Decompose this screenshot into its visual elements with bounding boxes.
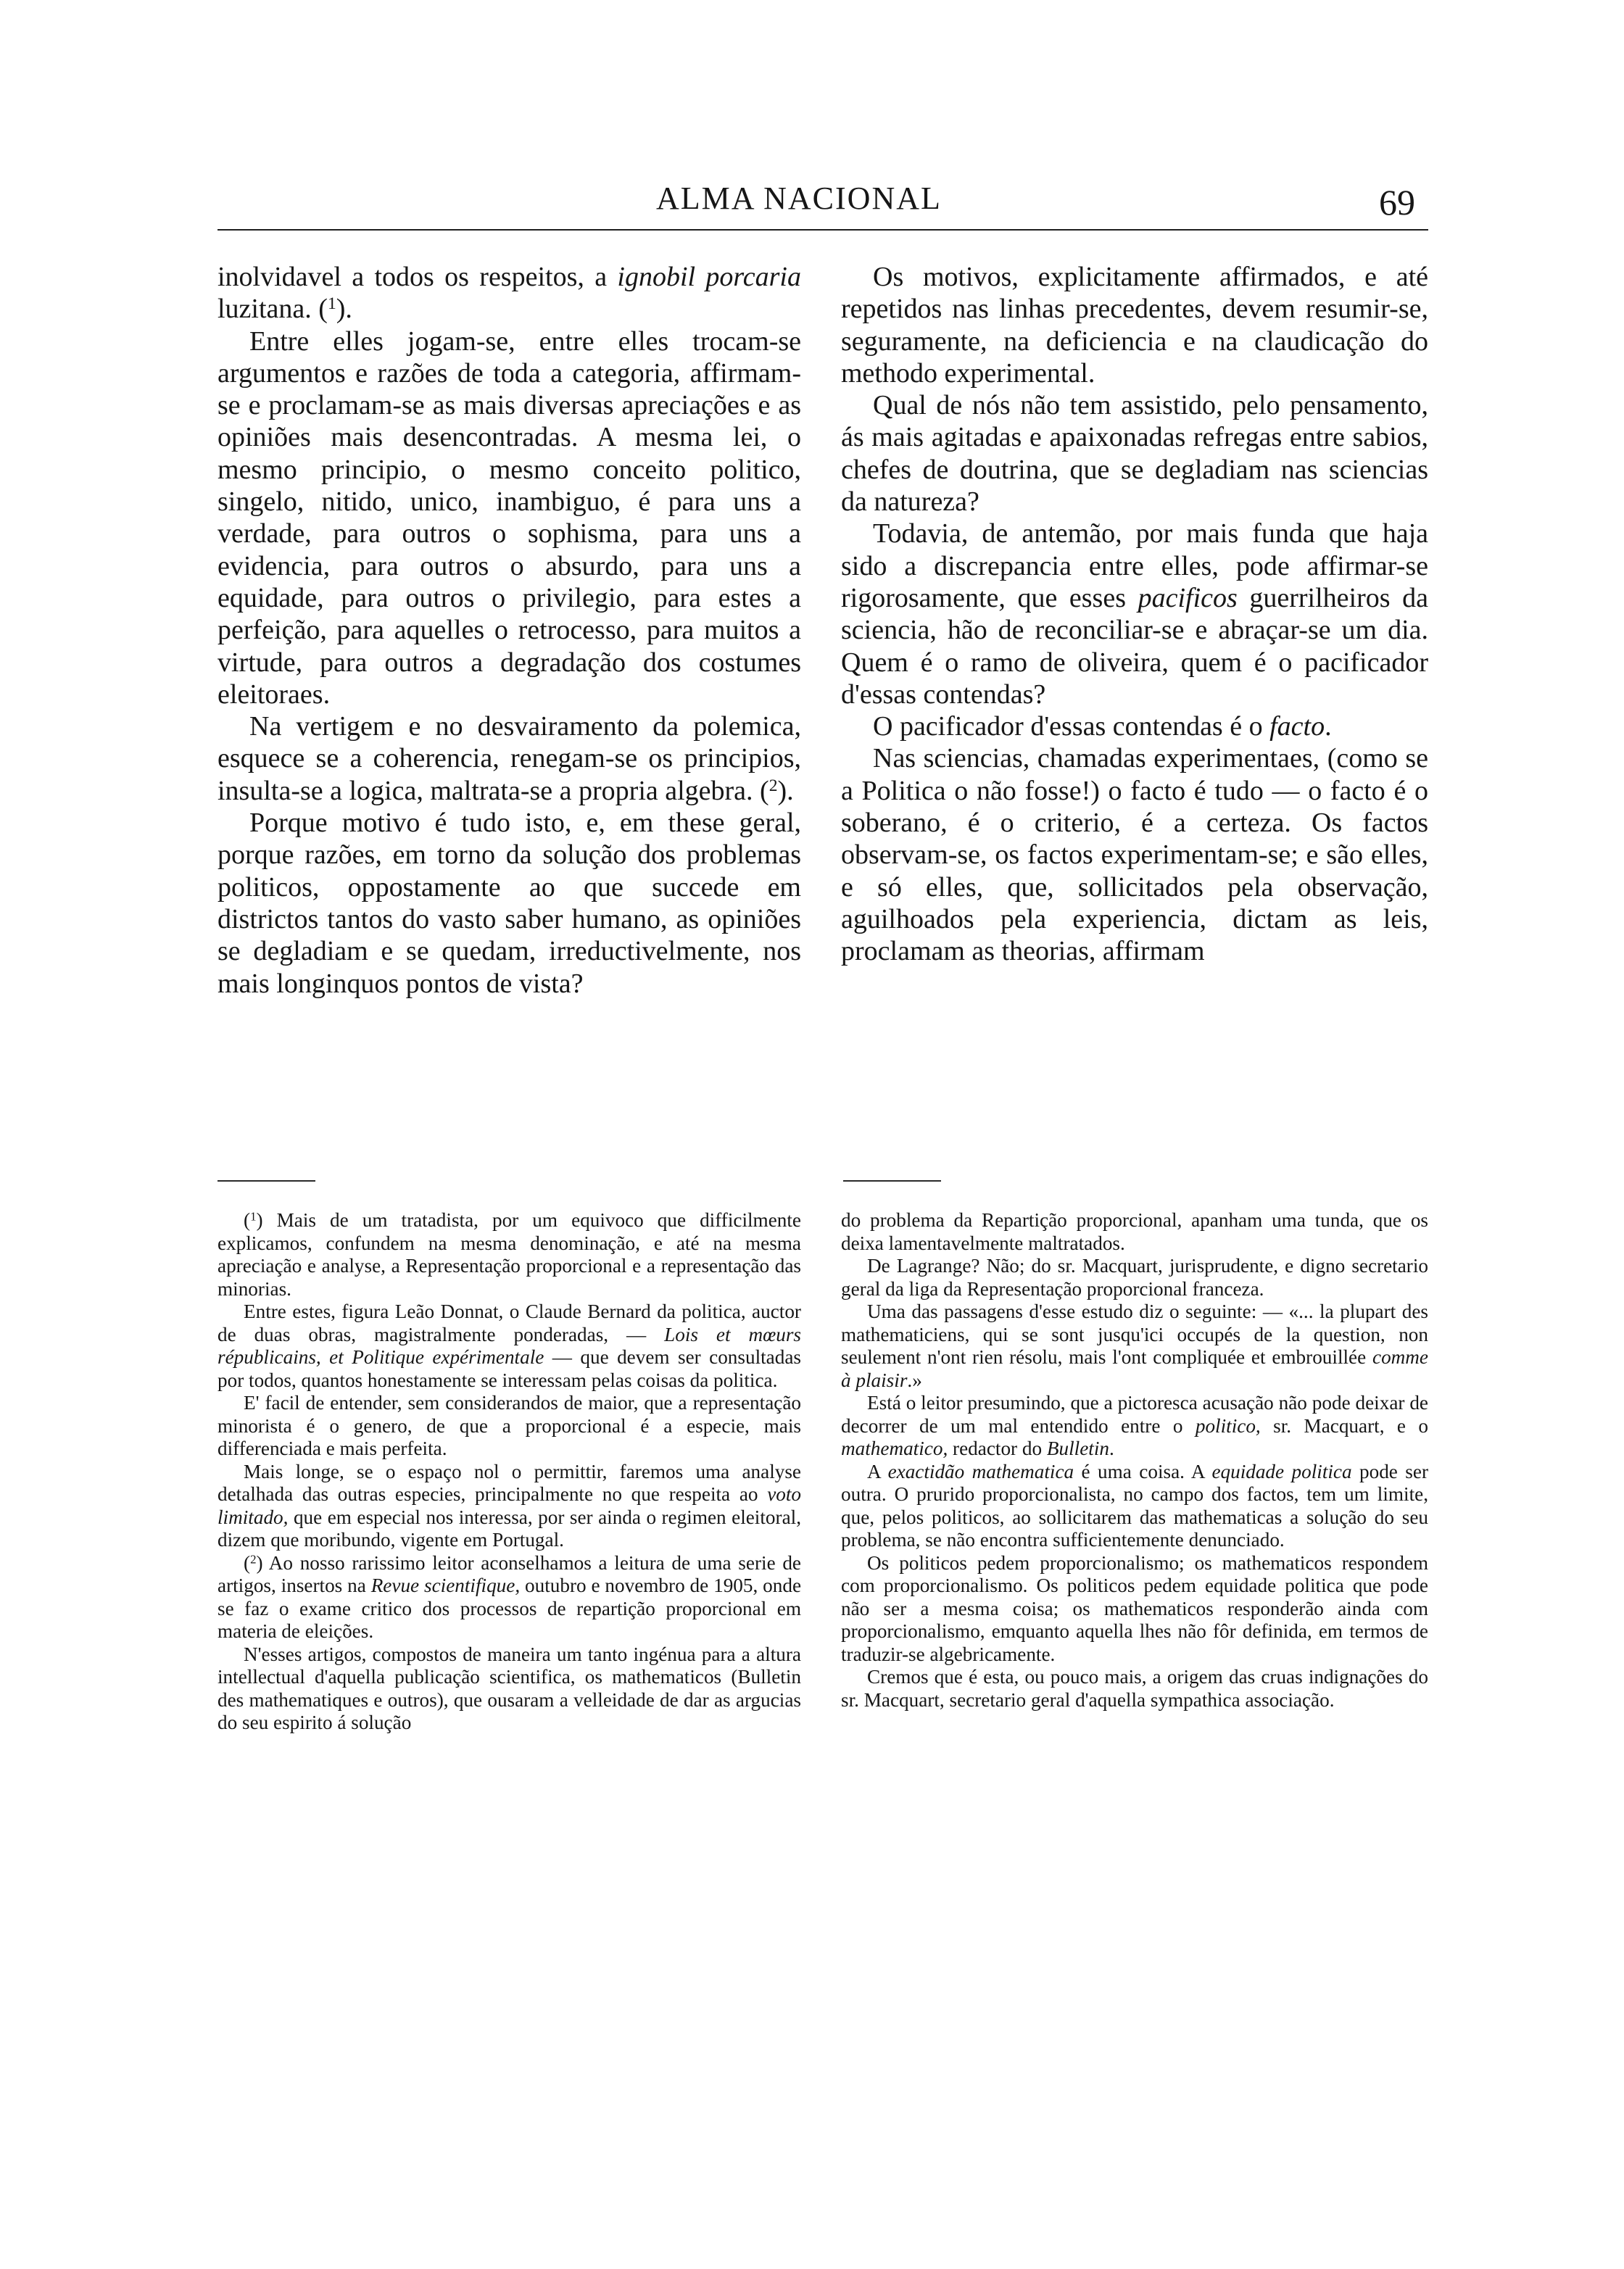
footnote-marker: 2 <box>768 776 778 795</box>
running-title: ALMA NACIONAL <box>656 181 942 216</box>
page-number: 69 <box>1379 182 1415 223</box>
text-run: Nas sciencias, chamadas experimentaes, (como se a Politica o não fosse!) o facto é tudo — o facto é o soberano, é o criterio, é a certeza. Os factos observam-se, os factos experimentam-se; e são elles, e só elles, que, sollicitados pela observação, aguilhoados pela experiencia, dictam as leis, proclamam as theorias, affirmam <box>841 743 1428 967</box>
italic-text: ignobil porcaria <box>617 262 801 292</box>
text-run: Os politicos pedem proporcionalismo; os mathematicos respondem com proporcionalismo. Os politicos pedem equidade politica que pode não ser a mesma coisa; os mathematicos responderão ainda com proporcionalismo, emquanto aquella lhes não fôr definida, em termos de traduzir-se algebricamente. <box>841 1551 1428 1665</box>
footnote-rule <box>218 1180 315 1182</box>
text-run: — que devem ser consultadas por todos, quantos honestamente se interessam pelas coisas da politica. <box>218 1346 801 1391</box>
paragraph <box>841 742 1428 967</box>
paragraph <box>841 710 1428 742</box>
footnote <box>218 1392 801 1461</box>
header-rule <box>218 229 1428 231</box>
paragraph <box>841 261 1428 389</box>
text-run: De Lagrange? Não; do sr. Macquart, jurisprudente, e digno secretario geral da liga da Representação proporcional franceza. <box>841 1255 1428 1300</box>
paragraph <box>218 325 801 711</box>
text-run: . <box>1109 1438 1114 1459</box>
text-run: Na vertigem e no desvairamento da polemica, esquece se a coherencia, renegam-se os principios, insulta-se a logica, maltrata-se a propria algebra. ( <box>218 711 801 806</box>
text-run: ( <box>244 1209 251 1231</box>
text-run: Cremos que é esta, ou pouco mais, a origem das cruas indignações do sr. Macquart, secretario geral d'aquella sympathica associação. <box>841 1666 1428 1711</box>
text-run: .» <box>907 1369 922 1391</box>
footnote <box>218 1209 801 1301</box>
text-run: Mais longe, se o espaço nol o permittir, faremos uma analyse detalhada das outras especies, principalmente no que respeita ao <box>218 1460 801 1505</box>
italic-text: comme à plaisir <box>841 1346 1428 1391</box>
text-run: Todavia, de antemão, por mais funda que haja sido a discrepancia entre elles, pode affirmar-se rigorosamente, que esses <box>841 518 1428 613</box>
text-run: Entre elles jogam-se, entre elles trocam-se argumentos e razões de toda a categoria, affirmam-se e proclamam-se as mais diversas apreciações e as opiniões mais desencontradas. A mesma lei, o mesmo principio, o mesmo conceito politico, singelo, nitido, unico, inambiguo, é para uns a verdade, para outros o sophisma, para uns a evidencia, para outros o absurdo, para uns a equidade, para outros o privilegio, para estes a perfeição, para aquelles o retrocesso, para muitos a virtude, para outros a degradação dos costumes eleitoraes. <box>218 325 801 710</box>
italic-text: mathematico, <box>841 1438 948 1459</box>
text-run: A <box>867 1460 888 1482</box>
text-run: Entre estes, figura Leão Donnat, o Claude Bernard da politica, auctor de duas obras, magistralmente ponderadas, — <box>218 1301 801 1345</box>
text-run: que em especial nos interessa, por ser ainda o regimen eleitoral, dizem que moribundo, vigente em Portugal. <box>218 1506 801 1551</box>
italic-text: Lois et mœurs républicains, et Politique expérimentale <box>218 1323 801 1368</box>
text-run: ) Ao nosso rarissimo leitor aconselhamos a leitura de uma serie de artigos, insertos na <box>218 1551 801 1596</box>
right-body-column <box>841 261 1428 968</box>
footnote <box>841 1392 1428 1461</box>
footnote <box>218 1643 801 1735</box>
text-run: luzitana. ( <box>218 294 328 325</box>
footnote-marker: 1 <box>250 1209 257 1224</box>
footnote-marker: 2 <box>250 1552 257 1567</box>
italic-text: pacificos <box>1138 582 1238 613</box>
footnote <box>218 1301 801 1392</box>
text-run: . <box>1325 711 1332 742</box>
footnote <box>841 1301 1428 1392</box>
text-run: ). <box>777 775 794 806</box>
paragraph <box>218 807 801 1000</box>
footnote <box>218 1461 801 1552</box>
footnote <box>841 1209 1428 1255</box>
text-run: sr. Macquart, e o <box>1260 1414 1429 1437</box>
footnote <box>841 1552 1428 1667</box>
footnote-marker: 1 <box>327 294 336 314</box>
paragraph <box>841 518 1428 710</box>
text-run: guerrilheiros da sciencia, hão de reconciliar-se e abraçar-se um dia. Quem é o ramo de oliveira, quem é o pacificador d'essas contendas? <box>841 582 1428 710</box>
text-run: Uma das passagens d'esse estudo diz o seguinte: — «... la plupart des mathematiciens, qui se sont jusqu'ici occupés de la question, non seulement n'ont rien résolu, mais l'ont compliquée et embrouillée <box>841 1301 1428 1368</box>
italic-text: exactidão mathematica <box>887 1460 1074 1482</box>
footnote <box>218 1552 801 1643</box>
text-run: E' facil de entender, sem considerandos de maior, que a representação minorista é o genero, de que a proporcional é a especie, mais differenciada e mais perfeita. <box>218 1392 801 1459</box>
paragraph <box>218 710 801 807</box>
text-run: N'esses artigos, compostos de maneira um tanto ingénua para a altura intellectual d'aquella publicação scientifica, os mathematicos (Bulletin des mathematiques e outros), que ousaram a velleidade de dar as argucias do seu espirito á solução <box>218 1643 801 1733</box>
paragraph <box>218 261 801 325</box>
text-run: é uma coisa. A <box>1074 1460 1212 1482</box>
footnote <box>841 1255 1428 1301</box>
text-run: Está o leitor presumindo, que a pictoresca acusação não pode deixar de decorrer de um mal entendido entre o <box>841 1392 1428 1437</box>
italic-text: politico, <box>1195 1414 1261 1437</box>
text-run: O pacificador d'essas contendas é o <box>873 711 1270 742</box>
left-footnotes <box>218 1209 801 1735</box>
text-run: ( <box>244 1551 251 1574</box>
text-run: Qual de nós não tem assistido, pelo pensamento, ás mais agitadas e apaixonadas refregas entre sabios, chefes de doutrina, que se degladiam nas sciencias da natureza? <box>841 390 1428 518</box>
italic-text: equidade politica <box>1211 1460 1352 1482</box>
footnote <box>841 1666 1428 1712</box>
text-run: Porque motivo é tudo isto, e, em these geral, porque razões, em torno da solução dos problemas politicos, oppostamente ao que succede em districtos tantos do vasto saber humano, as opiniões se degladiam e se quedam, irreductivelmente, nos mais longinquos pontos de vista? <box>218 808 801 999</box>
text-run: ) Mais de um tratadista, por um equivoco que difficilmente explicamos, confundem na mesma denominação, e até na mesma apreciação e analyse, a Representação proporcional e a representação das minorias. <box>218 1209 801 1300</box>
left-body-column <box>218 261 801 1000</box>
footnote <box>841 1461 1428 1552</box>
italic-text: Bulletin <box>1046 1438 1109 1459</box>
text-run: Os motivos, explicitamente affirmados, e até repetidos nas linhas precedentes, devem resumir-se, seguramente, na deficiencia e na claudicação do methodo experimental. <box>841 262 1428 389</box>
text-run: do problema da Repartição proporcional, apanham uma tunda, que os deixa lamentavelmente maltratados. <box>841 1209 1428 1254</box>
text-run: redactor do <box>948 1438 1047 1459</box>
text-run: outubro e novembro de 1905, onde se faz o exame critico dos processos de repartição proporcional em materia de eleições. <box>218 1575 802 1642</box>
text-run: pode ser outra. O prurido proporcionalista, no campo dos factos, tem um limite, que, pelos politicos, ao sollicitarem das mathematicas a solução do seu problema, se não encontra sufficientemente denunciado. <box>841 1460 1428 1551</box>
italic-text: voto limitado, <box>218 1483 801 1528</box>
italic-text: Revue scientifique, <box>370 1575 521 1596</box>
text-run: ). <box>336 294 352 325</box>
footnote-rule <box>843 1180 941 1182</box>
paragraph <box>841 389 1428 518</box>
italic-text: facto <box>1269 711 1325 742</box>
right-footnotes <box>841 1209 1428 1712</box>
text-run: inolvidavel a todos os respeitos, a <box>218 262 618 292</box>
